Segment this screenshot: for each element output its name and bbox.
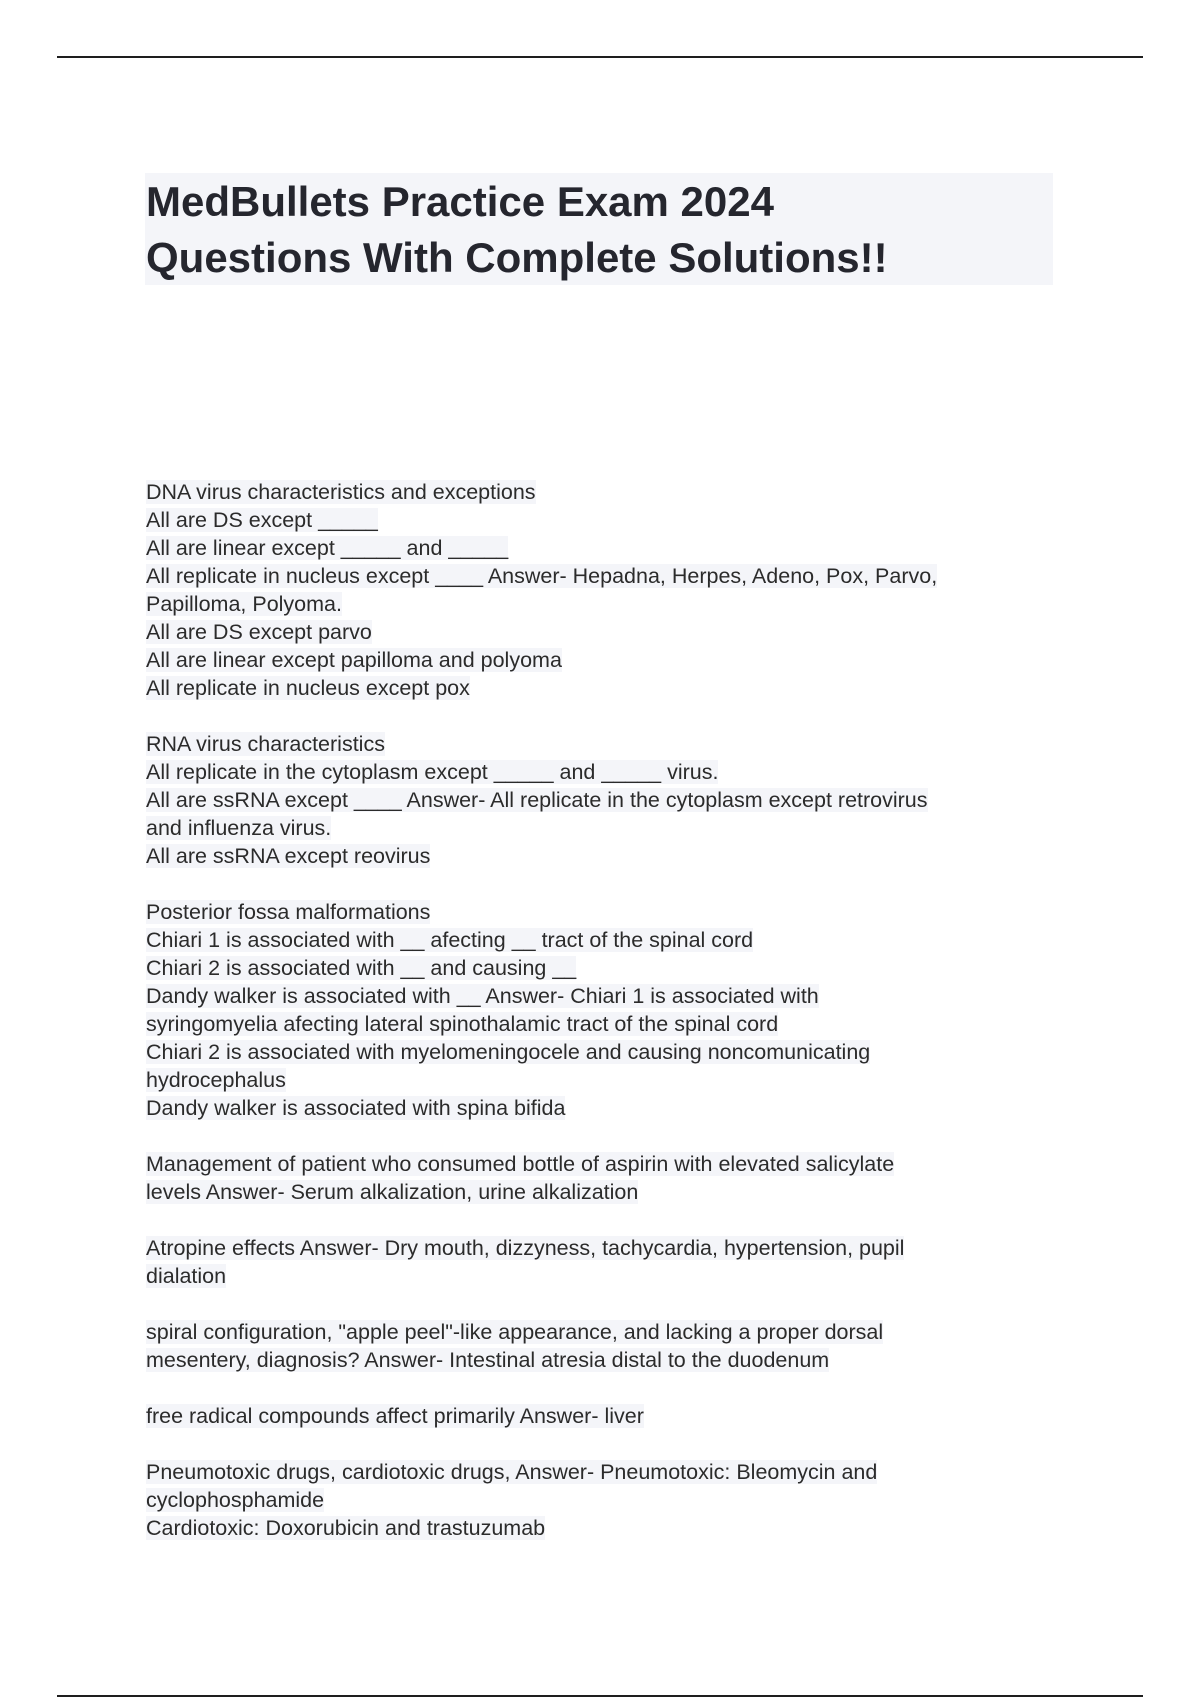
text-line — [146, 646, 1076, 674]
bottom-divider — [57, 1695, 1143, 1697]
text-line — [146, 842, 1076, 870]
text-line-content: Posterior fossa malformations — [146, 900, 431, 924]
text-line — [146, 1402, 1076, 1430]
text-line-content: cyclophosphamide — [146, 1488, 325, 1512]
text-line-content: All replicate in nucleus except pox — [146, 676, 470, 700]
text-line-content: All replicate in nucleus except ____ Answer- Hepadna, Herpes, Adeno, Pox, Parvo, — [146, 564, 938, 588]
text-line-content: Chiari 2 is associated with myelomeningocele and causing noncomunicating — [146, 1040, 871, 1064]
text-line — [146, 1150, 1076, 1178]
text-line — [146, 618, 1076, 646]
text-line — [146, 590, 1076, 618]
top-divider — [57, 56, 1143, 58]
document-title — [145, 173, 1053, 285]
text-line — [146, 982, 1076, 1010]
qa-entry — [146, 1458, 1076, 1542]
text-line-content: All are DS except _____ — [146, 508, 378, 532]
text-line-content: Dandy walker is associated with spina bifida — [146, 1096, 566, 1120]
text-line — [146, 954, 1076, 982]
text-line-content: mesentery, diagnosis? Answer- Intestinal atresia distal to the duodenum — [146, 1348, 830, 1372]
text-line — [146, 730, 1076, 758]
text-line-content: RNA virus characteristics — [146, 732, 385, 756]
text-line — [146, 898, 1076, 926]
text-line-content: All replicate in the cytoplasm except _____ and _____ virus. — [146, 760, 719, 784]
text-line — [146, 1346, 1076, 1374]
text-line-content: hydrocephalus — [146, 1068, 286, 1092]
qa-entry — [146, 1402, 1076, 1430]
text-line-content: free radical compounds affect primarily Answer- liver — [146, 1404, 644, 1428]
text-line-content: syringomyelia afecting lateral spinothalamic tract of the spinal cord — [146, 1012, 779, 1036]
text-line — [146, 1458, 1076, 1486]
text-line — [146, 926, 1076, 954]
qa-entry — [146, 898, 1076, 1122]
text-line — [146, 1514, 1076, 1542]
qa-entry — [146, 730, 1076, 870]
text-line — [146, 1262, 1076, 1290]
text-line-content: spiral configuration, "apple peel"-like appearance, and lacking a proper dorsal — [146, 1320, 884, 1344]
text-line — [146, 1038, 1076, 1066]
text-line — [146, 1234, 1076, 1262]
text-line — [146, 1486, 1076, 1514]
qa-entry — [146, 1150, 1076, 1206]
qa-entry — [146, 1234, 1076, 1290]
text-line-content: All are ssRNA except ____ Answer- All replicate in the cytoplasm except retrovirus — [146, 788, 928, 812]
text-line-content: Papilloma, Polyoma. — [146, 592, 342, 616]
text-line — [146, 1094, 1076, 1122]
text-line-content: and influenza virus. — [146, 816, 332, 840]
text-line — [146, 506, 1076, 534]
text-line-content: Chiari 2 is associated with __ and causing __ — [146, 956, 577, 980]
text-line — [146, 814, 1076, 842]
text-line-content: Chiari 1 is associated with __ afecting __ tract of the spinal cord — [146, 928, 754, 952]
text-line-content: All are linear except papilloma and polyoma — [146, 648, 562, 672]
text-line-content: levels Answer- Serum alkalization, urine alkalization — [146, 1180, 639, 1204]
text-line — [146, 1010, 1076, 1038]
text-line — [146, 562, 1076, 590]
qa-entry — [146, 1318, 1076, 1374]
text-line — [146, 1178, 1076, 1206]
text-line-content: All are linear except _____ and _____ — [146, 536, 509, 560]
text-line — [146, 478, 1076, 506]
text-line-content: All are DS except parvo — [146, 620, 372, 644]
text-line — [146, 1066, 1076, 1094]
text-line-content: Atropine effects Answer- Dry mouth, dizzyness, tachycardia, hypertension, pupil — [146, 1236, 905, 1260]
text-line — [146, 758, 1076, 786]
text-line — [146, 534, 1076, 562]
text-line — [146, 674, 1076, 702]
title-line-2: Questions With Complete Solutions!! — [146, 234, 888, 281]
text-line-content: dialation — [146, 1264, 227, 1288]
text-line-content: DNA virus characteristics and exceptions — [146, 480, 536, 504]
text-line — [146, 786, 1076, 814]
text-line-content: All are ssRNA except reovirus — [146, 844, 431, 868]
text-line — [146, 1318, 1076, 1346]
text-line-content: Dandy walker is associated with __ Answer- Chiari 1 is associated with — [146, 984, 819, 1008]
question-list — [146, 478, 1076, 1570]
qa-entry — [146, 478, 1076, 702]
title-line-1: MedBullets Practice Exam 2024 — [146, 178, 774, 225]
text-line-content: Management of patient who consumed bottle of aspirin with elevated salicylate — [146, 1152, 895, 1176]
text-line-content: Cardiotoxic: Doxorubicin and trastuzumab — [146, 1516, 546, 1540]
text-line-content: Pneumotoxic drugs, cardiotoxic drugs, Answer- Pneumotoxic: Bleomycin and — [146, 1460, 878, 1484]
